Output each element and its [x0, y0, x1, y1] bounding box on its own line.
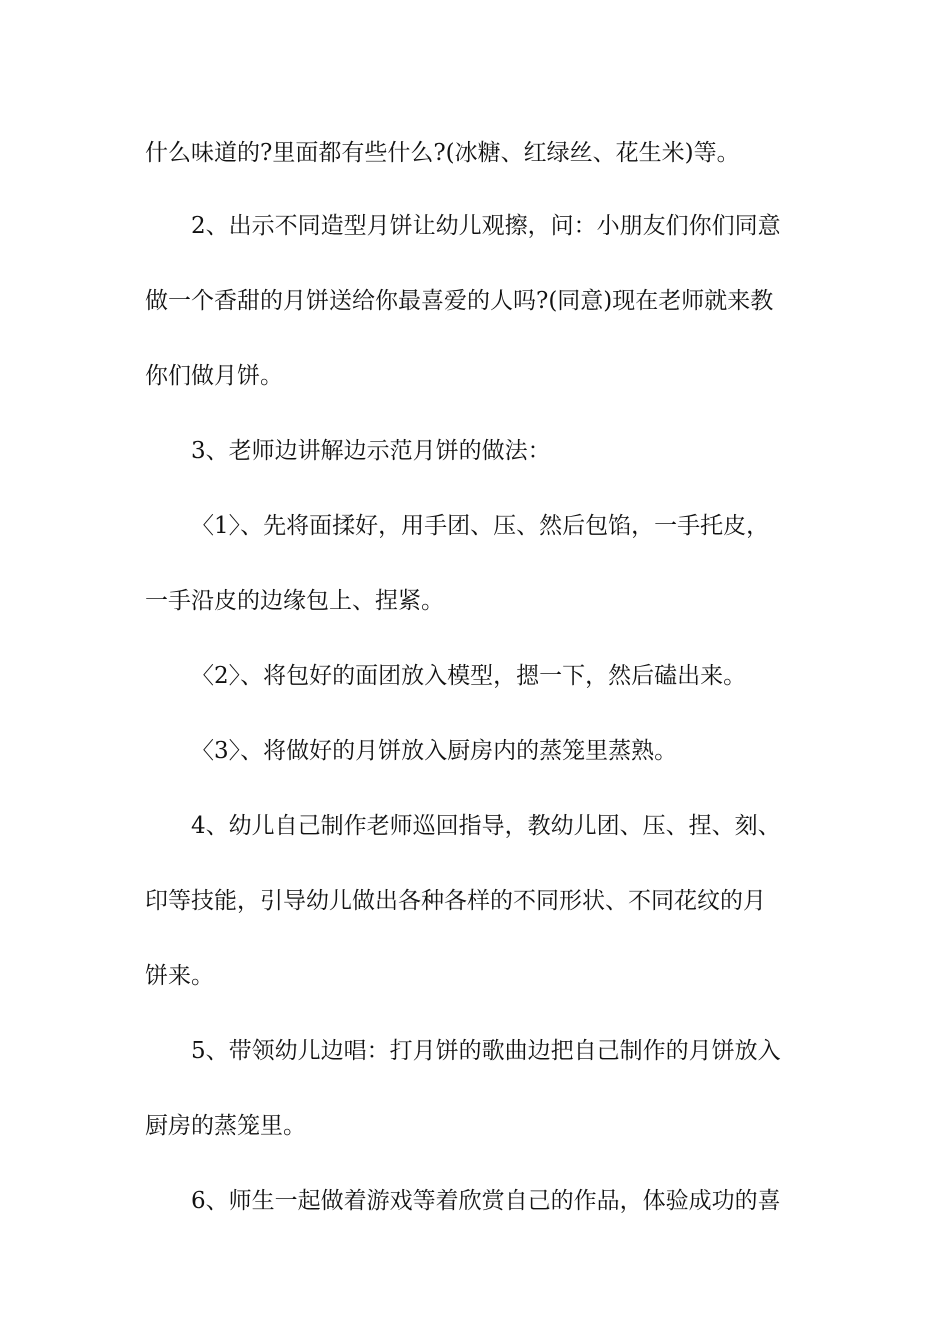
text-line: 6、师生一起做着游戏等着欣赏自己的作品，体验成功的喜: [191, 1188, 781, 1214]
text-line: 做一个香甜的月饼送给你最喜爱的人吗?(同意)现在老师就来教: [145, 288, 774, 314]
text-line: 什么味道的?里面都有些什么?(冰糖、红绿丝、花生米)等。: [145, 140, 740, 166]
text-line: 〈2〉、将包好的面团放入模型，摁一下，然后磕出来。: [191, 663, 747, 689]
text-line: 你们做月饼。: [145, 363, 283, 389]
text-line: 4、幼儿自己制作老师巡回指导，教幼儿团、压、捏、刻、: [191, 813, 781, 839]
text-line: 饼来。: [145, 963, 214, 989]
text-line: 〈3〉、将做好的月饼放入厨房内的蒸笼里蒸熟。: [191, 738, 678, 764]
text-line: 〈1〉、先将面揉好，用手团、压、然后包馅，一手托皮，: [191, 513, 770, 539]
text-line: 一手沿皮的边缘包上、捏紧。: [145, 588, 444, 614]
text-line: 印等技能，引导幼儿做出各种各样的不同形状、不同花纹的月: [145, 888, 766, 914]
text-line: 2、出示不同造型月饼让幼儿观擦，问：小朋友们你们同意: [191, 213, 781, 239]
text-line: 3、老师边讲解边示范月饼的做法：: [191, 438, 551, 464]
text-line: 厨房的蒸笼里。: [145, 1113, 306, 1139]
text-line: 5、带领幼儿边唱：打月饼的歌曲边把自己制作的月饼放入: [191, 1038, 781, 1064]
